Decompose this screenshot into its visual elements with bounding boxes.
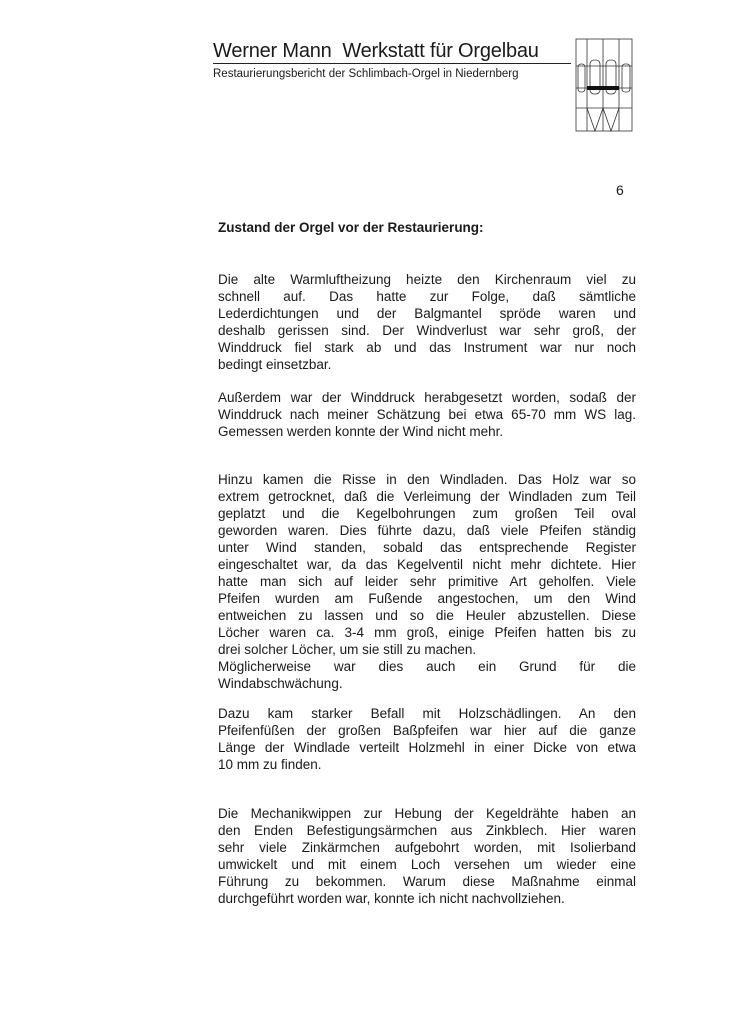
text-line: Länge der Windlade verteilt Holzmehl in einer Dicke von etwa (218, 740, 636, 755)
text-line: drei solcher Löcher, um sie still zu machen. (218, 642, 477, 657)
text-line: Dazu kam starker Befall mit Holzschädlingen. An den (218, 706, 636, 721)
text-line: Pfeifenfüßen der großen Baßpfeifen war hier auf die ganze (218, 723, 636, 738)
text-line: geworden waren. Dies führte dazu, daß viele Pfeifen ständig (218, 523, 636, 538)
text-line: Winddruck fiel stark ab und das Instrument war nur noch (218, 340, 636, 355)
paragraph-3 (218, 471, 636, 692)
text-line: Die Mechanikwippen zur Hebung der Kegeldrähte haben an (218, 806, 636, 821)
text-line: umwickelt und mit einem Loch versehen um wieder eine (218, 857, 636, 872)
organ-logo-icon (575, 38, 633, 132)
text-line: Gemessen werden konnte der Wind nicht mehr. (218, 424, 504, 439)
text-line: 10 mm zu finden. (218, 757, 322, 772)
text-line: geplatzt und die Kegelbohrungen zum großen Teil oval (218, 506, 636, 521)
text-line: schnell auf. Das hatte zur Folge, daß sämtliche (218, 289, 636, 304)
company-name: Werner Mann (213, 40, 332, 62)
text-line: den Enden Befestigungsärmchen aus Zinkblech. Hier waren (218, 823, 636, 838)
text-line: Die alte Warmluftheizung heizte den Kirchenraum viel zu (218, 272, 636, 287)
text-line: durchgeführt worden war, konnte ich nicht nachvollziehen. (218, 891, 565, 906)
text-line: Hinzu kamen die Risse in den Windladen. Das Holz war so (218, 472, 636, 487)
letterhead-title (213, 40, 571, 64)
text-line: hatte man sich auf leider sehr primitive Art geholfen. Viele (218, 574, 636, 589)
paragraph-5 (218, 805, 636, 907)
text-line: entweichen zu lassen und so die Heuler abzustellen. Diese (218, 608, 636, 623)
text-line: Pfeifen wurden am Fußende angestochen, um den Wind (218, 591, 636, 606)
text-line: Führung zu bekommen. Warum diese Maßnahme einmal (218, 874, 636, 889)
text-line: extrem getrocknet, daß die Verleimung der Windladen zum Teil (218, 489, 636, 504)
paragraph-2 (218, 389, 636, 440)
text-line: Windabschwächung. (218, 676, 343, 691)
text-line: Winddruck nach meiner Schätzung bei etwa 65-70 mm WS lag. (218, 407, 636, 422)
text-line: unter Wind standen, sobald das entsprechende Register (218, 540, 636, 555)
text-line: Lederdichtungen und der Balgmantel spröde waren und (218, 306, 636, 321)
text-line: Möglicherweise war dies auch ein Grund für die (218, 659, 636, 674)
text-line: sehr viele Zinkärmchen aufgebohrt worden, mit Isolierband (218, 840, 636, 855)
page-number: 6 (616, 182, 624, 198)
text-line: Außerdem war der Winddruck herabgesetzt worden, sodaß der (218, 390, 636, 405)
paragraph-1 (218, 271, 636, 373)
text-line: bedingt einsetzbar. (218, 357, 332, 372)
paragraph-4 (218, 705, 636, 773)
letterhead (213, 40, 573, 82)
company-tagline: Werkstatt für Orgelbau (342, 40, 539, 62)
text-line: eingeschaltet war, da das Kegelventil nicht mehr dichtete. Hier (218, 557, 636, 572)
report-title: Restaurierungsbericht der Schlimbach-Orgel in Niedernberg (213, 68, 519, 80)
text-line: deshalb gerissen sind. Der Windverlust war sehr groß, der (218, 323, 636, 338)
section-heading: Zustand der Orgel vor der Restaurierung: (218, 220, 484, 235)
text-line: Löcher waren ca. 3-4 mm groß, einige Pfeifen hatten bis zu (218, 625, 636, 640)
